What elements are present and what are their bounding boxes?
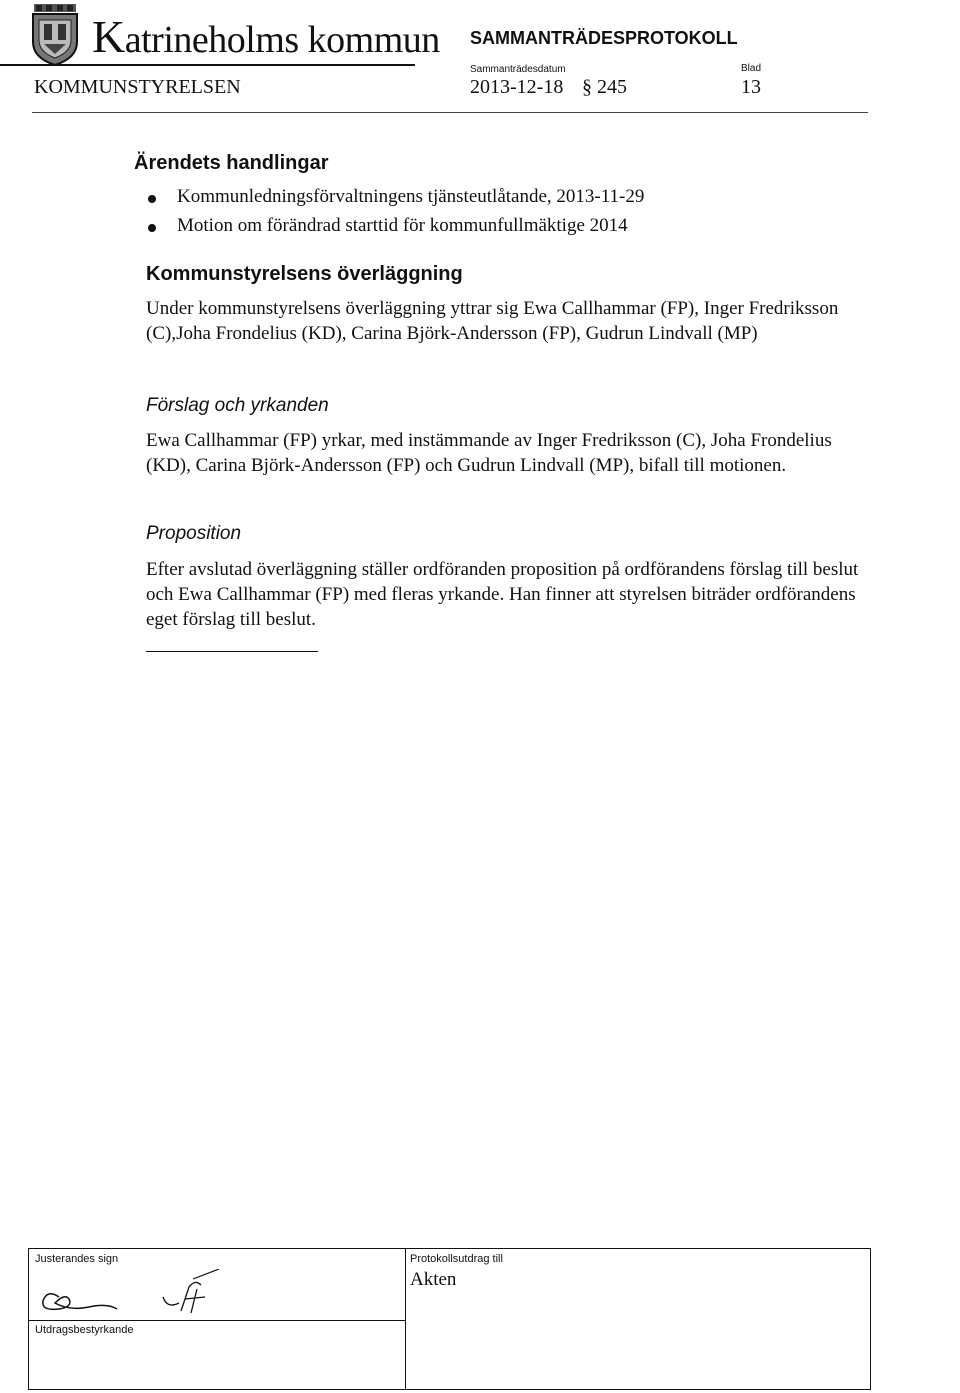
paragraph-number: § 245 [582, 76, 627, 98]
heading-overlaggning: Kommunstyrelsens överläggning [146, 263, 463, 285]
sheet-number: 13 [741, 76, 761, 98]
extract-recipient: Akten [410, 1269, 457, 1290]
municipality-name: Katrineholms kommun [92, 11, 440, 62]
section-end-rule [146, 651, 318, 652]
list-item: Kommunledningsförvaltningens tjänsteutlåtande, 2013-11-29 [177, 186, 644, 208]
heading-proposition: Proposition [146, 523, 242, 544]
sign-label: Justerandes sign [35, 1253, 119, 1265]
municipality-crest-logo [30, 4, 80, 66]
bullet-icon [148, 195, 156, 203]
heading-forslag: Förslag och yrkanden [146, 395, 329, 416]
date-label: Sammanträdesdatum [470, 64, 566, 75]
list-item: Motion om förändrad starttid för kommunfullmäktige 2014 [177, 215, 628, 237]
paragraph-forslag: Ewa Callhammar (FP) yrkar, med instämmande av Inger Fredriksson (C), Joha Frondelius (KD), Carina Björk-Andersson (FP) och Gudrun Lindvall (MP), bifall till motionen. [146, 430, 832, 476]
sheet-label: Blad [741, 63, 762, 74]
header-divider [32, 112, 868, 113]
certification-label: Utdragsbestyrkande [35, 1324, 134, 1336]
signature-box-divider [29, 1320, 405, 1321]
signature-box [28, 1248, 406, 1390]
bullet-icon [148, 224, 156, 232]
paragraph-proposition: Efter avslutad överläggning ställer ordföranden proposition på ordförandens förslag till beslut och Ewa Callhammar (FP) med fleras yrkande. Han finner att styrelsen biträder ordförandens eget förslag till beslut. [146, 559, 859, 630]
document-type: SAMMANTRÄDESPROTOKOLL [470, 28, 738, 48]
extract-label: Protokollsutdrag till [410, 1253, 503, 1265]
extract-box [404, 1248, 871, 1390]
paragraph-overlaggning: Under kommunstyrelsens överläggning yttrar sig Ewa Callhammar (FP), Inger Fredriksson (C),Joha Frondelius (KD), Carina Björk-Andersson (FP), Gudrun Lindvall (MP) [146, 298, 839, 344]
municipality-underline [0, 64, 415, 66]
committee-name: KOMMUNSTYRELSEN [34, 76, 241, 98]
meeting-date: 2013-12-18 [470, 76, 564, 98]
heading-handlingar: Ärendets handlingar [134, 152, 329, 174]
